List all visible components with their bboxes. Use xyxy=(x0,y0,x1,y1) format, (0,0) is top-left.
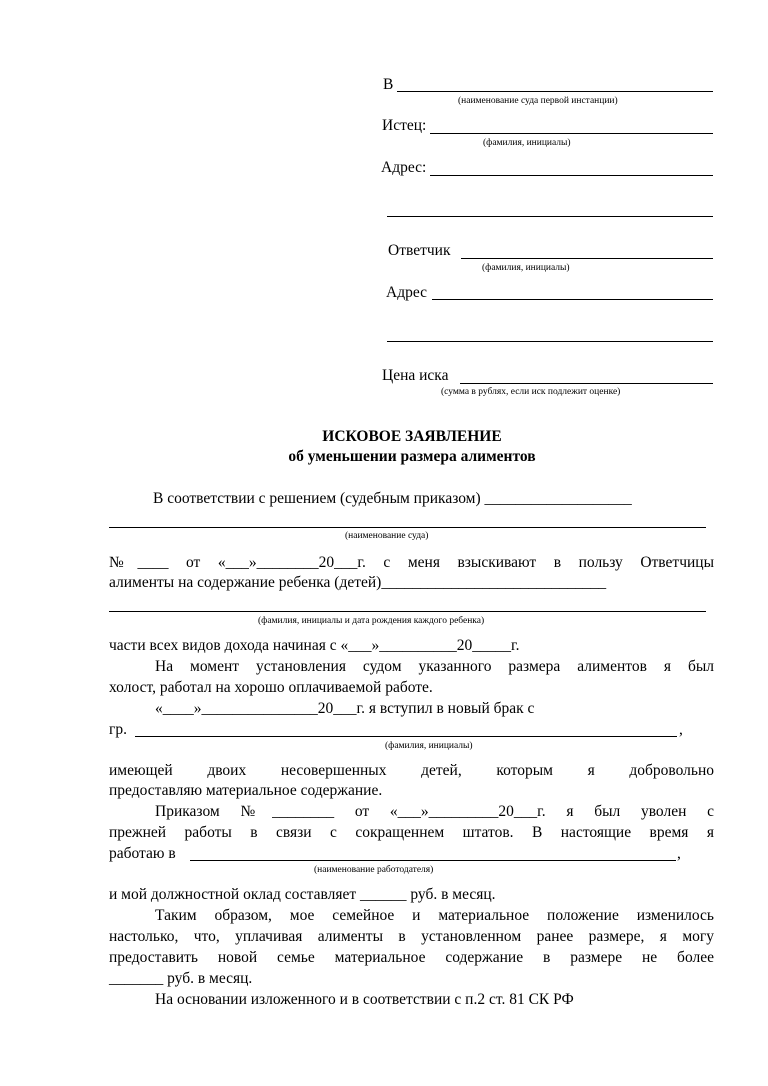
p2-line-2: холост, работал на хорошо оплачиваемой работе. xyxy=(109,679,433,696)
hint-employer: (наименование работодателя) xyxy=(314,865,434,875)
p5-line-4: _______ руб. в месяц. xyxy=(109,970,253,987)
spouse-name-line xyxy=(135,736,677,737)
hint-court: (наименование суда) xyxy=(345,531,429,541)
claim-price-hint: (сумма в рублях, если иск подлежит оценке) xyxy=(441,387,621,397)
p2-line-1: На момент установления судом указанного размера алиментов я был xyxy=(155,658,714,675)
p3-line-4: предоставляю материальное содержание. xyxy=(109,782,383,799)
p5-line-2: настолько, что, уплачивая алименты в установленном ранее размере, я могу xyxy=(109,928,714,945)
p4-line-1: Приказом №________ от «___»_________20___г. я был уволен с xyxy=(155,803,714,820)
plaintiff-address-line-2 xyxy=(387,216,713,217)
hint-children: (фамилия, инициалы и дата рождения каждого ребенка) xyxy=(258,616,485,626)
p1-line-4: части всех видов дохода начиная с «___»__________20_____г. xyxy=(109,637,520,654)
plaintiff-label: Истец: xyxy=(382,117,427,134)
employer-line xyxy=(190,860,676,861)
p1-line-3: алименты на содержание ребенка (детей)_____________________________ xyxy=(109,574,607,591)
p4-line-2: прежней работы в связи с сокращеннем штатов. В настоящие время я xyxy=(109,824,714,841)
children-line xyxy=(109,611,706,612)
title-line-2: об уменьшении размера алиментов xyxy=(288,448,536,465)
hint-name: (фамилия, инициалы) xyxy=(385,741,473,751)
defendant-address-line xyxy=(432,299,713,300)
p5-line-1: Таким образом, мое семейное и материальное положение изменилось xyxy=(155,907,714,924)
p4-line-3: работаю в xyxy=(109,845,176,862)
court-name-line xyxy=(109,527,706,528)
plaintiff-hint: (фамилия, инициалы) xyxy=(483,138,571,148)
defendant-line xyxy=(461,258,713,259)
p1-line-1: В соответствии с решением (судебным приказом) ___________________ xyxy=(153,490,632,507)
defendant-address-label: Адрес xyxy=(386,284,427,301)
defendant-address-line-2 xyxy=(387,341,713,342)
court-label: В xyxy=(383,76,394,93)
claim-price-label: Цена иска xyxy=(382,367,449,384)
claim-price-line xyxy=(460,383,713,384)
p3-line-1: «____»_______________20___г. я вступил в новый брак с xyxy=(155,700,535,717)
defendant-label: Ответчик xyxy=(388,242,451,259)
p4-comma: , xyxy=(677,845,681,862)
court-line xyxy=(397,91,713,92)
p1-line-2: №____ от «___»________20___г. с меня взыскивают в пользу Ответчицы xyxy=(109,554,714,571)
p3-gr: гр. xyxy=(109,721,127,738)
defendant-hint: (фамилия, инициалы) xyxy=(482,263,570,273)
p4-line-4: и мой должностной оклад составляет ______ руб. в месяц. xyxy=(109,886,496,903)
p3-comma: , xyxy=(679,721,683,738)
plaintiff-address-line xyxy=(430,175,713,176)
court-hint: (наименование суда первой инстанции) xyxy=(458,96,618,106)
p3-line-3: имеющей двоих несовершенных детей, которым я добровольно xyxy=(109,762,714,779)
p5-line-3: предоставить новой семье материальное содержание в размере не более xyxy=(109,949,714,966)
plaintiff-address-label: Адрес: xyxy=(381,159,427,176)
p6-line-1: На основании изложенного и в соответствии с п.2 ст. 81 СК РФ xyxy=(155,991,574,1008)
plaintiff-line xyxy=(430,133,713,134)
title-line-1: ИСКОВОЕ ЗАЯВЛЕНИЕ xyxy=(322,428,502,445)
